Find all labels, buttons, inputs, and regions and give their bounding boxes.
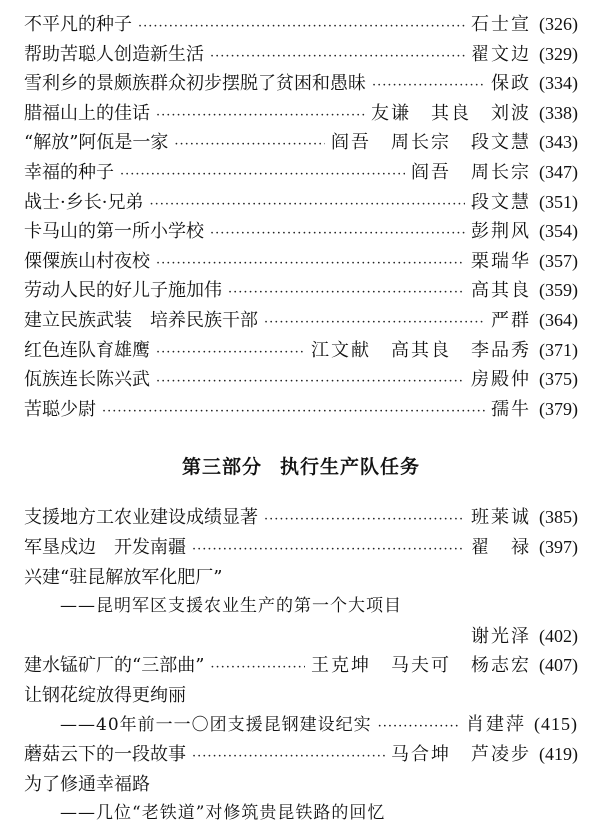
entry-authors: 段文慧 (471, 191, 531, 213)
entry-title: 军垦戍边 开发南疆 (24, 536, 186, 558)
entry-title: 苦聪少尉 (24, 398, 96, 420)
toc-entry[interactable] (24, 128, 578, 158)
entry-page: (419) (539, 744, 578, 765)
section-part-label: 第三部分 (181, 456, 262, 479)
dot-leader (156, 101, 365, 131)
entry-page: (397) (539, 536, 578, 557)
dot-leader (264, 308, 485, 338)
entry-page: (326) (539, 14, 578, 34)
entry-page: (379) (539, 398, 578, 419)
entry-meta (24, 622, 578, 652)
entry-title: 兴建“驻昆解放军化肥厂” (24, 566, 223, 588)
entry-page: (359) (539, 280, 578, 301)
entry-title: 蘑菇云下的一段故事 (24, 744, 186, 766)
toc-entry[interactable] (24, 99, 578, 129)
dot-leader (192, 742, 385, 772)
entry-authors: 房殿仲 (471, 369, 531, 391)
entry-page: (329) (539, 43, 578, 64)
dot-leader (192, 535, 465, 565)
entry-authors: 谢光泽 (471, 625, 531, 647)
toc-entry[interactable] (24, 306, 578, 336)
entry-subtitle-row (24, 710, 578, 740)
section-heading (24, 447, 578, 487)
entry-title: 建立民族武装 培养民族干部 (24, 309, 258, 331)
entry-authors: 彭荆风 (471, 221, 531, 243)
entry-authors: 栗瑞华 (471, 250, 531, 272)
entry-subtitle: ——昆明军区支援农业生产的第一个大项目 (60, 596, 402, 617)
entry-title: 腊福山上的佳话 (24, 102, 150, 124)
entry-page: (354) (539, 221, 578, 242)
part-three-toc-list (24, 503, 578, 829)
entry-authors: 马合坤 芦凌步 (391, 744, 531, 766)
dot-leader (156, 249, 465, 279)
entry-title: 为了修通幸福路 (24, 773, 150, 795)
entry-authors: 友谦 其良 刘波 (371, 102, 531, 124)
part-two-toc-list (24, 10, 578, 424)
section-title: 执行生产队任务 (280, 456, 421, 479)
dot-leader (156, 338, 305, 368)
toc-entry[interactable] (24, 395, 578, 425)
toc-entry[interactable] (24, 217, 578, 247)
entry-title: 劳动人民的好儿子施加伟 (24, 280, 222, 302)
entry-page: (334) (539, 73, 578, 94)
entry-title: 让钢花绽放得更绚丽 (24, 684, 186, 706)
toc-entry[interactable] (24, 533, 578, 563)
entry-title: 支援地方工农业建设成绩显著 (24, 507, 258, 529)
entry-page: (338) (539, 102, 578, 123)
toc-entry[interactable] (24, 651, 578, 681)
toc-entry[interactable] (24, 336, 578, 366)
entry-page: (351) (539, 191, 578, 212)
entry-authors: 孺牛 (491, 398, 531, 420)
entry-authors: 阎吾 周长宗 段文慧 (331, 132, 531, 154)
entry-authors: 班莱诚 (471, 507, 531, 529)
entry-authors: 阎吾 周长宗 (411, 161, 531, 183)
entry-authors: 肖建萍 (466, 714, 526, 736)
entry-title: 卡马山的第一所小学校 (24, 221, 204, 243)
dot-leader (149, 190, 465, 220)
dot-leader (102, 397, 485, 427)
toc-entry[interactable] (24, 770, 578, 800)
entry-title: 雪利乡的景颇族群众初步摆脱了贫困和愚昧 (24, 73, 366, 95)
entry-title: 帮助苦聪人创造新生活 (24, 43, 204, 65)
entry-page: (407) (539, 655, 578, 676)
entry-subtitle: ——40年前一一〇团支援昆钢建设纪实 (60, 715, 372, 736)
entry-authors: 翟 禄 (471, 536, 531, 558)
dot-leader (156, 367, 465, 397)
entry-title: “解放”阿佤是一家 (24, 132, 169, 154)
entry-title: 红色连队育雄鹰 (24, 339, 150, 361)
toc-entry[interactable] (24, 188, 578, 218)
entry-authors: 王克坤 马夫可 杨志宏 (311, 655, 531, 677)
entry-title: 傈僳族山村夜校 (24, 250, 150, 272)
dot-leader (174, 130, 325, 160)
entry-title: 建水锰矿厂的“三部曲” (24, 655, 205, 677)
entry-page: (357) (539, 250, 578, 271)
entry-authors: 严群 (491, 309, 531, 331)
toc-entry[interactable] (24, 69, 578, 99)
entry-authors: 保政 (491, 73, 531, 95)
entry-page: (371) (539, 339, 578, 360)
toc-entry[interactable] (24, 365, 578, 395)
toc-entry[interactable] (24, 158, 578, 188)
entry-authors: 石士宣 (471, 14, 531, 35)
dot-leader (210, 42, 465, 72)
dot-leader (372, 71, 485, 101)
toc-entry[interactable] (24, 40, 578, 70)
dot-leader (210, 219, 465, 249)
dot-leader (210, 653, 305, 683)
entry-page: (343) (539, 132, 578, 153)
dot-leader (228, 278, 465, 308)
toc-entry[interactable] (24, 681, 578, 711)
entry-title: 不平凡的种子 (24, 14, 132, 35)
dot-leader (264, 505, 465, 535)
entry-page: (385) (539, 507, 578, 528)
entry-page: (415) (534, 714, 578, 735)
toc-entry[interactable] (24, 563, 578, 593)
toc-entry[interactable] (24, 740, 578, 770)
dot-leader (378, 712, 460, 742)
toc-entry[interactable] (24, 247, 578, 277)
entry-page: (402) (539, 625, 578, 646)
entry-authors: 江文献 高其良 李品秀 (311, 339, 531, 361)
entry-authors: 翟文边 (471, 43, 531, 65)
dot-leader (138, 12, 465, 42)
toc-entry[interactable] (24, 10, 578, 40)
entry-page: (347) (539, 161, 578, 182)
entry-page: (364) (539, 309, 578, 330)
toc-entry[interactable] (24, 276, 578, 306)
dot-leader (120, 160, 405, 190)
entry-page: (375) (539, 369, 578, 390)
entry-title: 佤族连长陈兴武 (24, 369, 150, 391)
entry-title: 幸福的种子 (24, 161, 114, 183)
entry-authors: 高其良 (471, 280, 531, 302)
toc-entry[interactable] (24, 503, 578, 533)
entry-title: 战士·乡长·兄弟 (24, 191, 144, 213)
entry-subtitle: ——几位“老铁道”对修筑贵昆铁路的回忆 (60, 803, 386, 824)
